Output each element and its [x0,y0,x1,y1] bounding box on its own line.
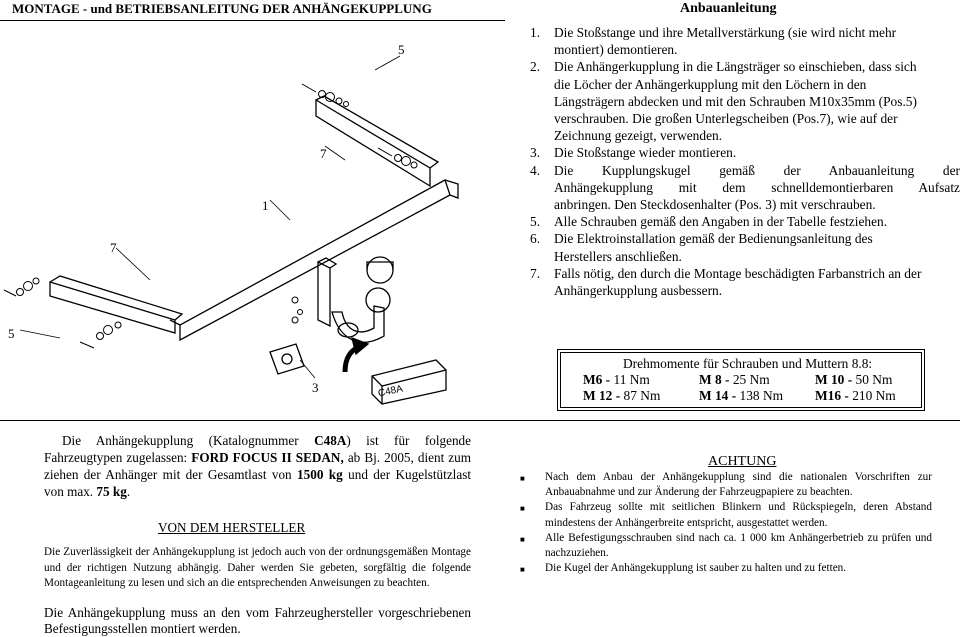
section-divider [0,420,960,421]
step-line: Die Anhängerkupplung in die Längsträger so einschieben, dass sich [554,59,917,75]
step-line: Zeichnung gezeigt, verwenden. [554,128,723,144]
step-text [554,265,960,299]
step-line: Alle Schrauben gemäß den Angaben in der Tabelle festziehen. [554,214,888,230]
torque-cell: M 14 - 138 Nm [699,388,784,403]
step-line: Anhängerkupplung ausbessern. [554,283,723,299]
step-item [530,230,960,264]
towbar-assembly-drawing [0,20,560,420]
step-line: Anhängekupplung mit dem schnelldemontierbaren Aufsatz [554,179,960,195]
manufacturer-text-2: Die Anhängekupplung muss an den vom Fahrzeughersteller vorgeschriebenen Befestigungsstellen montiert werden. [44,605,471,636]
installation-steps [530,24,960,299]
warning-text: Alle Befestigungsschrauben sind nach ca. 1 000 km Anhängerbetrieb zu prüfen und nachzuziehen. [545,531,932,560]
step-line: Die Kupplungskugel gemäß der Anbauanleitung der [554,162,960,178]
step-line: verschrauben. Die großen Unterlegscheiben (Pos.7), wie auf der [554,111,898,127]
step-number: 4. [530,162,541,178]
warning-text: Die Kugel der Anhängekupplung ist sauber zu halten und zu fetten. [545,562,847,575]
step-item [530,144,960,161]
step-number: 7. [530,265,541,281]
torque-table [560,352,922,408]
label-pos5-top: 5 [398,42,405,57]
document-title: MONTAGE - und BETRIEBSANLEITUNG DER ANHÄNGEKUPPLUNG [12,1,432,16]
manufacturer-text: Die Zuverlässigkeit der Anhängekupplung ist jedoch auch von der ordnungsgemäßen Montage und der richtigen Nutzung abhängig. Daher werden Sie gebeten, sorgfältig die folgende Montageanleitung zu lesen und sich an die entsprechenden Anweisungen zu beachten. [44,546,471,590]
step-number: 5. [530,214,541,230]
step-item [530,213,960,230]
step-text [554,162,960,214]
step-text [554,24,960,58]
step-text [554,230,960,264]
step-number: 6. [530,231,541,247]
step-item [530,265,960,299]
torque-title: Drehmomente für Schrauben und Muttern 8.8: [623,356,873,371]
torque-cell: M 10 - 50 Nm [815,372,893,387]
torque-cell: M 8 - 25 Nm [699,372,770,387]
step-text [554,213,960,230]
step-item [530,58,960,144]
step-number: 2. [530,59,541,75]
square-bullet-icon: ■ [520,504,525,514]
step-line: die Löcher der Anhängerkupplung mit den Löchern in den [554,76,867,92]
square-bullet-icon: ■ [520,474,525,483]
section-title: Anbauanleitung [680,1,777,16]
warning-text: Nach dem Anbau der Anhängekupplung sind die nationalen Vorschriften zur Anbauabnahme und zur Änderung der Fahrzeugpapiere zu beachten. [545,471,932,499]
warning-title: ACHTUNG [708,454,777,469]
warning-item [520,500,932,530]
step-number: 3. [530,145,541,161]
step-line: montiert) demontieren. [554,42,678,58]
step-line: anbringen. Den Steckdosenhalter (Pos. 3) mit verschrauben. [554,197,876,213]
step-text [554,58,960,144]
step-line: Die Elektroinstallation gemäß der Bedienungsanleitung des [554,231,873,247]
torque-cell: M 12 - 87 Nm [583,388,661,403]
intro-paragraph: Die Anhängekupplung (Katalognummer C48A) ist für folgende Fahrzeugtypen zugelassen: FORD FOCUS II SEDAN, ab Bj. 2005, dient zum ziehen der Anhänger mit der Gesamtlast von 1500 kg und der Kugelstützlast von max. 75 kg. [44,433,471,499]
label-pos7-mid: 7 [320,146,327,161]
label-pos3: 3 [312,380,319,395]
warning-item [520,561,932,577]
step-line: Falls nötig, den durch die Montage beschädigten Farbanstrich an der [554,265,922,281]
warning-list [520,470,932,577]
step-line: Längsträgern abdecken und mit den Schrauben M10x35mm (Pos.5) [554,93,917,109]
torque-row [583,372,925,388]
warning-item [520,470,932,500]
warning-text: Das Fahrzeug sollte mit seitlichen Blinkern und Rückspiegeln, deren Abstand mindestens der Anhängerbreite entspricht, ausgestattet werden. [545,501,932,529]
step-line: Herstellers anschließen. [554,248,682,264]
square-bullet-icon: ■ [520,534,525,544]
label-pos1: 1 [262,198,269,213]
step-item [530,162,960,214]
torque-cell: M6 - 11 Nm [583,372,650,387]
step-text [554,144,960,161]
label-pos5-left: 5 [8,326,15,341]
torque-cell: M16 - 210 Nm [815,388,896,403]
label-pos7-left: 7 [110,240,117,255]
torque-row [583,388,925,404]
step-item [530,24,960,58]
step-line: Die Stoßstange und ihre Metallverstärkung (sie wird nicht mehr [554,25,897,40]
step-number: 1. [530,25,541,40]
part-code-label: C48A [377,383,404,400]
step-line: Die Stoßstange wieder montieren. [554,145,737,161]
manufacturer-title: VON DEM HERSTELLER [158,520,306,535]
warning-item [520,531,932,561]
square-bullet-icon: ■ [520,565,525,575]
